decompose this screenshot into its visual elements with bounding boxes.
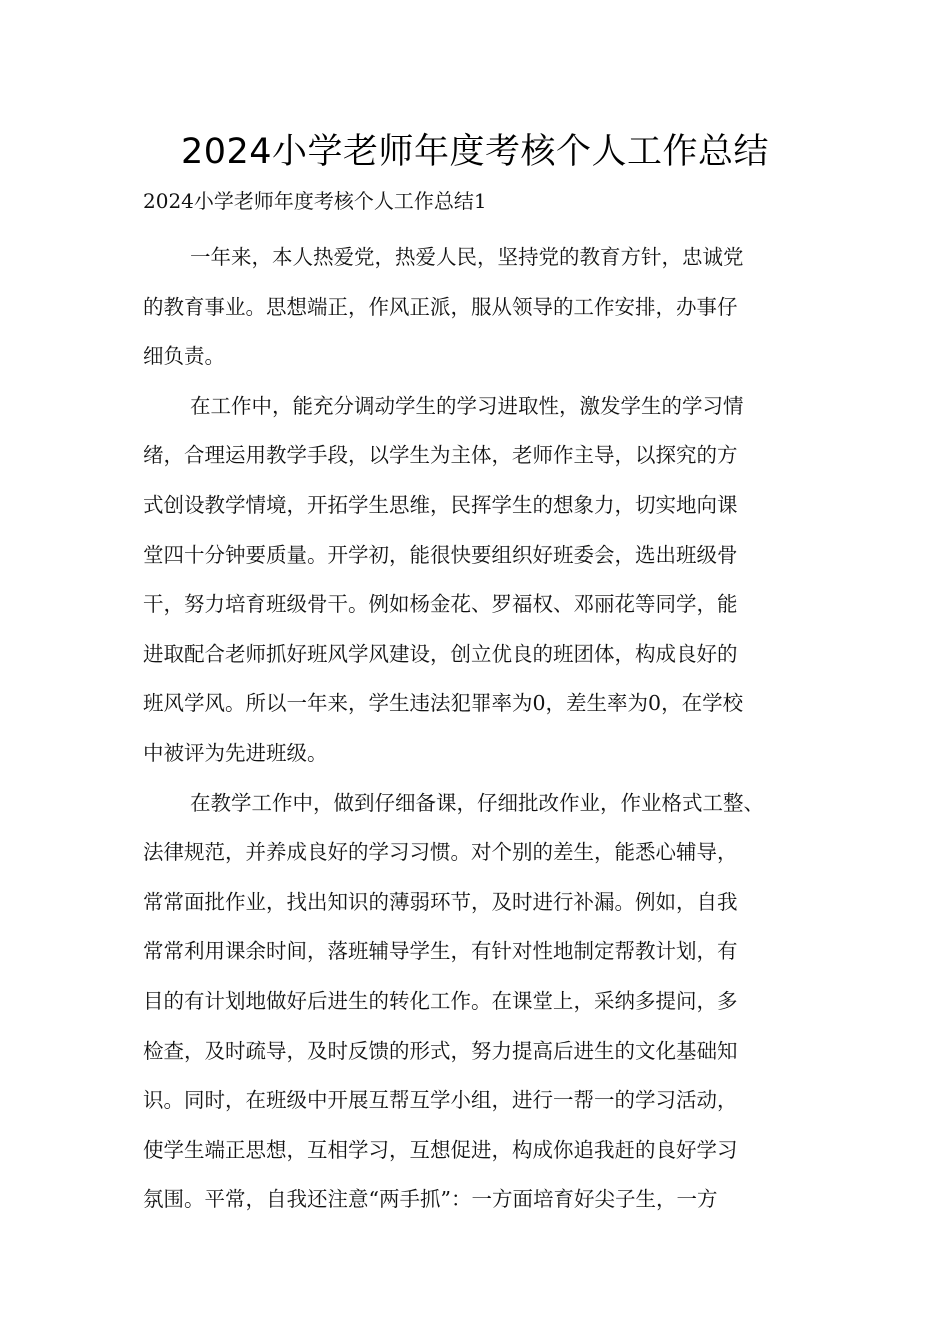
paragraph-2-line-1: 在工作中，能充分调动学生的学习进取性，激发学生的学习情 bbox=[190, 393, 744, 418]
paragraph-3-line-1: 在教学工作中，做到仔细备课，仔细批改作业，作业格式工整、 bbox=[190, 790, 764, 815]
paragraph-2-line-7: 班风学风。所以一年来，学生违法犯罪率为0，差生率为0，在学校 bbox=[143, 691, 744, 716]
document-title: 2024小学老师年度考核个人工作总结 bbox=[180, 132, 770, 172]
paragraph-3-line-3: 常常面批作业，找出知识的薄弱环节，及时进行补漏。例如，自我 bbox=[143, 889, 738, 914]
paragraph-2-line-8: 中被评为先进班级。 bbox=[143, 740, 328, 765]
paragraph-1-line-3: 细负责。 bbox=[143, 344, 225, 369]
paragraph-3-line-6: 检查，及时疏导，及时反馈的形式，努力提高后进生的文化基础知 bbox=[143, 1038, 738, 1063]
document-body bbox=[143, 233, 823, 1225]
paragraph-2-line-4: 堂四十分钟要质量。开学初，能很快要组织好班委会，选出班级骨 bbox=[143, 542, 738, 567]
paragraph-2-line-5: 干，努力培育班级骨干。例如杨金花、罗福权、邓丽花等同学，能 bbox=[143, 592, 738, 617]
paragraph-3-line-2: 法律规范，并养成良好的学习习惯。对个别的差生，能悉心辅导， bbox=[143, 840, 738, 865]
paragraph-3-line-9: 氛围。平常，自我还注意“两手抓”：一方面培育好尖子生，一方 bbox=[143, 1187, 718, 1212]
paragraph-3-line-4: 常常利用课余时间，落班辅导学生，有针对性地制定帮教计划，有 bbox=[143, 939, 738, 964]
paragraph-1-line-2: 的教育事业。思想端正，作风正派，服从领导的工作安排，办事仔 bbox=[143, 294, 738, 319]
paragraph-1-line-1: 一年来，本人热爱党，热爱人民，坚持党的教育方针，忠诚党 bbox=[190, 245, 744, 269]
paragraph-3-line-5: 目的有计划地做好后进生的转化工作。在课堂上，采纳多提问，多 bbox=[143, 988, 738, 1013]
paragraph-3-line-7: 识。同时，在班级中开展互帮互学小组，进行一帮一的学习活动， bbox=[143, 1088, 738, 1113]
paragraph-3-line-8: 使学生端正思想，互相学习，互想促进，构成你追我赶的良好学习 bbox=[143, 1137, 738, 1162]
document-subtitle: 2024小学老师年度考核个人工作总结1 bbox=[143, 189, 487, 213]
paragraph-2-line-6: 进取配合老师抓好班风学风建设，创立优良的班团体，构成良好的 bbox=[143, 641, 738, 666]
paragraph-2-line-3: 式创设教学情境，开拓学生思维，民挥学生的想象力，切实地向课 bbox=[143, 492, 738, 517]
paragraph-2-line-2: 绪，合理运用教学手段，以学生为主体，老师作主导，以探究的方 bbox=[143, 443, 738, 468]
